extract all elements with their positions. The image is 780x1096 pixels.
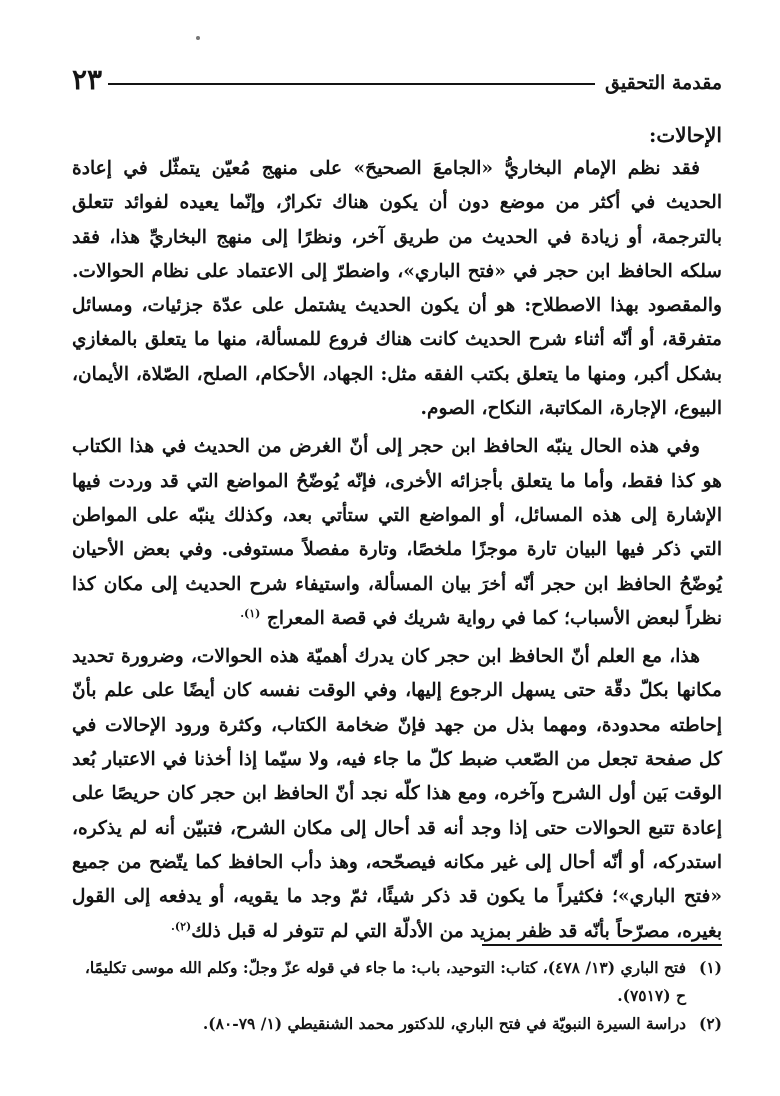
header-rule — [108, 83, 595, 85]
paragraph-2: وفي هذه الحال ينبّه الحافظ ابن حجر إلى أنّ الغرض من الحديث في هذا الكتاب هو كذا فقط، وأما ما يتعلق بأجزائه الأخرى، فإنّه يُوضّحُ المواضع التي قد وردت فيها الإشارة إلى هذه المسائل، أو المواضع التي ستأتي بعد، وكذلك ينبّه على المواطن التي ذكر فيها البيان تارة موجزًا ملخصًا، وتارة مفصلاً مستوفى. وفي بعض الأحيان يُوضّحُ الحافظ ابن حجر أنّه أخرَ بيان المسألة، واستيفاء شرح الحديث إلى مكان كذا نظراً لبعض الأسباب؛ كما في رواية شريك في قصة المعراج $^{(١).}$ — [72, 436, 722, 629]
running-header — [72, 56, 722, 94]
footnote-ref-2[interactable]: (٢). — [171, 919, 192, 933]
page-number: ٢٣ — [72, 63, 103, 96]
footnote-number: (٢) — [698, 1014, 722, 1033]
paragraph-3: هذا، مع العلم أنّ الحافظ ابن حجر كان يدرك أهميّة هذه الحوالات، وضرورة تحديد مكانها بكلّ دقّة حتى يسهل الرجوع إليها، وفي الوقت نفسه كان أيضًا على علم بأنّ إحاطته محدودة، ومهما بذل من جهد فإنّ ضخامة الكتاب، وكثرة ورود الإحالات في كل صفحة تجعل من الصّعب ضبط كلّ ما جاء فيه، ولا سيّما إذا أخذنا في الاعتبار بُعد الوقت بَين أول الشرح وآخره، ومع هذا كلّه نجد أنّ الحافظ ابن حجر كان حريصًا على إعادة تتبع الحوالات حتى إذا وجد أنه قد أحال إلى مكان الشرح، فتبيّن أنه لم يذكره، استدركه، أو أنّه أحال إلى غير مكانه فيصحّحه، وهذ دأب الحافظ كما يتّضح من جميع «فتح الباري»؛ فكثيراً ما يكون قد ذكر شيئًا، ثمّ وجد ما يقويه، أو يدفعه إلى القول بغيره، مصرّحاً بأنّه قد ظفر بمزيد من الأدلّة التي لم تتوفر له قبل ذلك$^{(٢).}$ — [72, 646, 722, 942]
footnote-1 — [72, 954, 722, 1010]
footnote-2 — [72, 1010, 722, 1038]
footnote-text: دراسة السيرة النبويّة في فتح الباري، للدكتور محمد الشنقيطي (١/ ٧٩-٨٠). — [202, 1014, 686, 1033]
main-text — [72, 118, 722, 953]
footnote-ref-1[interactable]: (١). — [240, 606, 261, 620]
footnotes — [72, 954, 722, 1038]
header-title: مقدمة التحقيق — [605, 72, 722, 94]
footnote-number: (١) — [698, 958, 722, 977]
footnote-text: فتح الباري (١٣/ ٤٧٨)، كتاب: التوحيد، باب: ما جاء في قوله عزّ وجلّ: وكلم الله موسى تكليمًا، ح (٧٥١٧). — [84, 958, 686, 1005]
scan-speck — [196, 36, 200, 40]
paragraph-1: فقد نظم الإمام البخاريُّ «الجامعَ الصحيحَ» على منهج مُعيّن يتمثّل في إعادة الحديث في أكثر من موضع دون أن يكون هناك تكرارٌ، وإنّما يعيده لفوائد تتعلق بالترجمة، أو زيادة في الحديث من طريق آخر، ونظرًا إلى منهج البخاريِّ هذا، فقد سلكه الحافظ ابن حجر في «فتح الباري»، واضطرّ إلى الاعتماد على نظام الحوالات. والمقصود بهذا الاصطلاح: هو أن يكون الحديث يشتمل على عدّة جزئيات، ومسائل متفرقة، أو أنّه أثناء شرح الحديث كانت هناك فروع للمسألة، منها ما يتعلق بالمغازي بشكل أكبر، ومنها ما يتعلق بكتب الفقه مثل: الجهاد، الأحكام، الصلح، الصّلاة، الأيمان، البيوع، الإجارة، المكاتبة، النكاح، الصوم. — [72, 158, 722, 420]
document-page — [72, 56, 722, 1056]
footnote-separator — [482, 944, 722, 946]
section-title: الإحالات: — [648, 123, 722, 147]
